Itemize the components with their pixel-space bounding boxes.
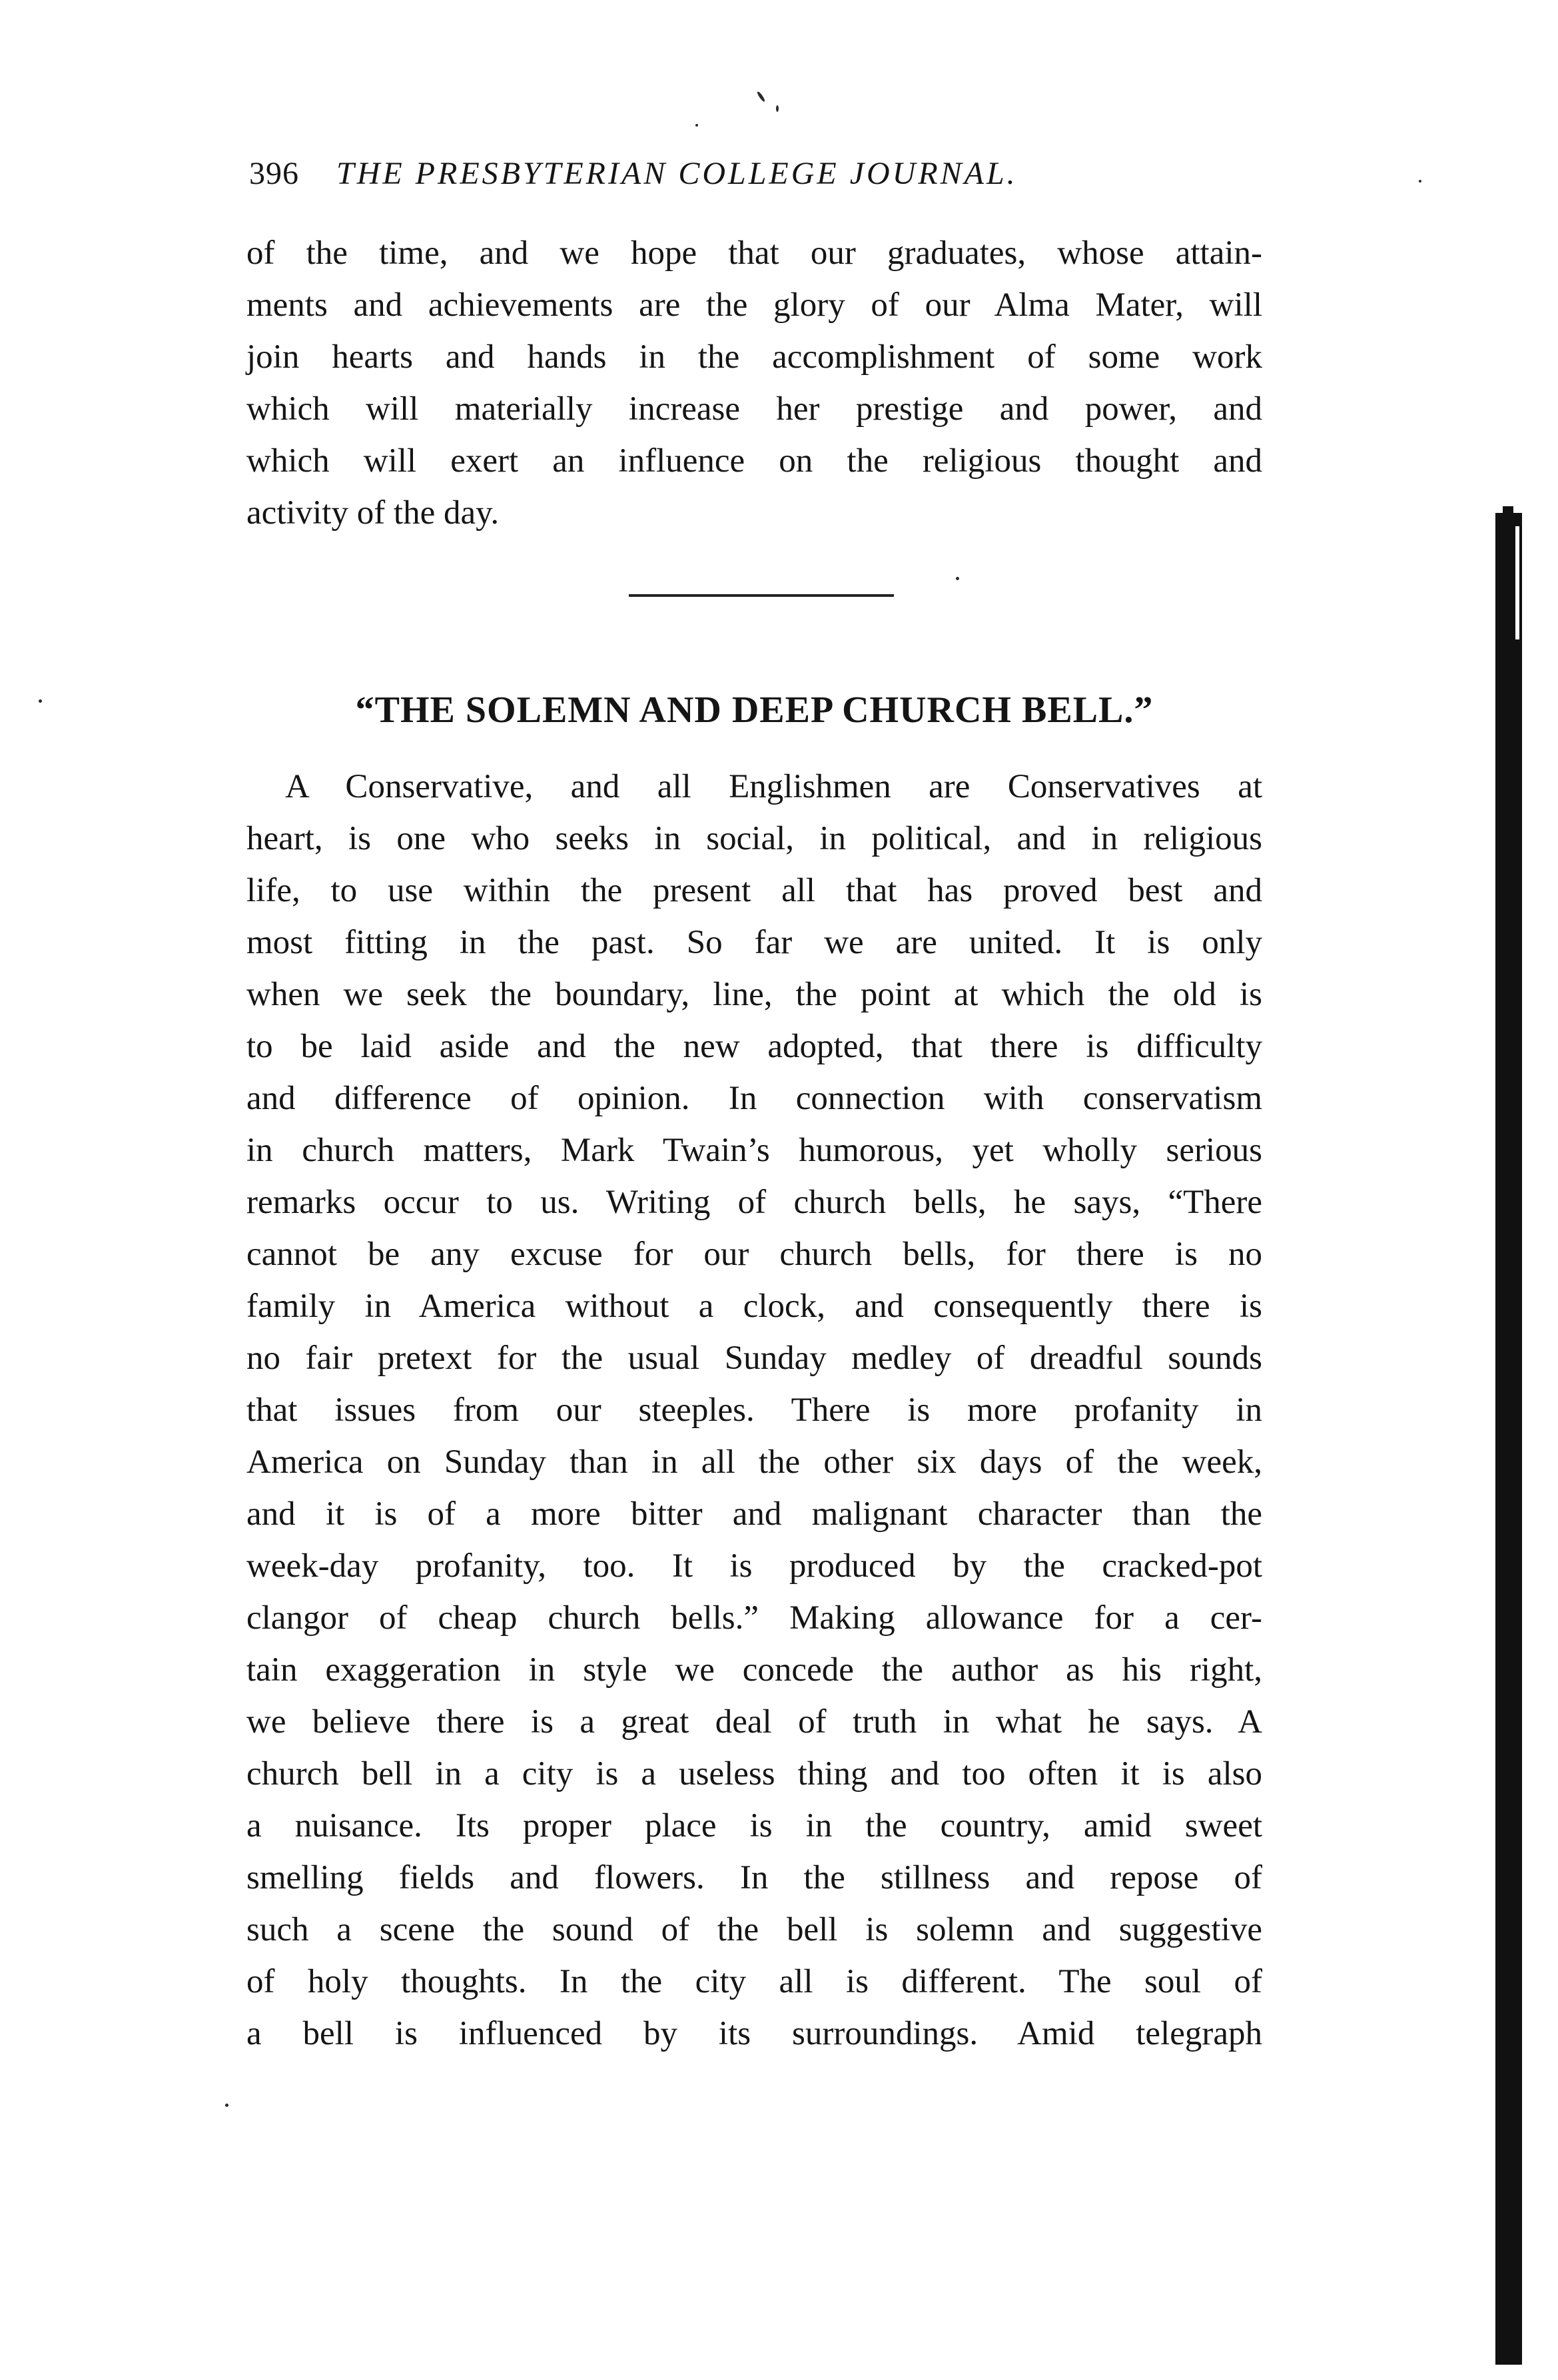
scan-speck: [225, 2104, 228, 2107]
scan-speck: [1419, 180, 1421, 183]
journal-title: THE PRESBYTERIAN COLLEGE JOURNAL.: [336, 156, 1018, 191]
text-line: that issues from our steeples. There is more profanity in: [246, 1391, 1262, 1429]
text-line: of holy thoughts. In the city all is different. The soul of: [246, 1963, 1262, 2000]
text-line: America on Sunday than in all the other six days of the week,: [246, 1443, 1262, 1481]
text-line: activity of the day.: [246, 494, 500, 532]
scan-speck: [956, 577, 959, 580]
text-line: which will exert an influence on the religious thought and: [246, 442, 1262, 480]
text-line: and difference of opinion. In connection with conservatism: [246, 1080, 1262, 1117]
text-line: and it is of a more bitter and malignant character than the: [246, 1495, 1262, 1533]
text-line: clangor of cheap church bells.” Making allowance for a cer-: [246, 1599, 1262, 1637]
text-line: remarks occur to us. Writing of church bells, he says, “There: [246, 1184, 1262, 1221]
article-heading: “THE SOLEMN AND DEEP CHURCH BELL.”: [355, 689, 1154, 731]
scan-speck: [756, 91, 765, 103]
text-line: of the time, and we hope that our graduates, whose attain-: [246, 234, 1262, 272]
text-line: cannot be any excuse for our church bells, for there is no: [246, 1236, 1262, 1273]
text-line: such a scene the sound of the bell is solemn and suggestive: [246, 1911, 1262, 1948]
scan-speck: [776, 105, 779, 112]
text-line: which will materially increase her prestige and power, and: [246, 390, 1262, 428]
text-line: a nuisance. Its proper place is in the country, amid sweet: [246, 1807, 1262, 1844]
scan-edge-highlight: [1515, 526, 1519, 639]
text-line: we believe there is a great deal of truth in what he says. A: [246, 1703, 1262, 1741]
scan-edge-shadow: [1495, 513, 1522, 2365]
text-line: no fair pretext for the usual Sunday medley of dreadful sounds: [246, 1340, 1262, 1377]
text-line: when we seek the boundary, line, the point at which the old is: [246, 976, 1262, 1013]
text-line: smelling fields and flowers. In the stillness and repose of: [246, 1859, 1262, 1896]
scan-speck: [695, 124, 698, 127]
text-line: family in America without a clock, and consequently there is: [246, 1288, 1262, 1325]
text-line: tain exaggeration in style we concede the author as his right,: [246, 1651, 1262, 1689]
text-line: join hearts and hands in the accomplishment of some work: [246, 338, 1262, 376]
section-divider-rule: [629, 594, 894, 597]
text-line: most fitting in the past. So far we are united. It is only: [246, 924, 1262, 961]
running-head: [249, 151, 1262, 197]
text-line: to be laid aside and the new adopted, that there is difficulty: [246, 1028, 1262, 1065]
text-line: ments and achievements are the glory of our Alma Mater, will: [246, 286, 1262, 324]
text-line: heart, is one who seeks in social, in political, and in religious: [246, 820, 1262, 857]
page-number: 396: [249, 156, 299, 191]
scan-speck: [39, 699, 42, 703]
text-line: church bell in a city is a useless thing and too often it is also: [246, 1755, 1262, 1792]
text-line: A Conservative, and all Englishmen are Conservatives at: [285, 768, 1262, 805]
text-line: in church matters, Mark Twain’s humorous, yet wholly serious: [246, 1132, 1262, 1169]
text-line: life, to use within the present all that has proved best and: [246, 872, 1262, 909]
text-line: a bell is influenced by its surroundings. Amid telegraph: [246, 2015, 1262, 2052]
text-line: week-day profanity, too. It is produced by the cracked-pot: [246, 1547, 1262, 1585]
